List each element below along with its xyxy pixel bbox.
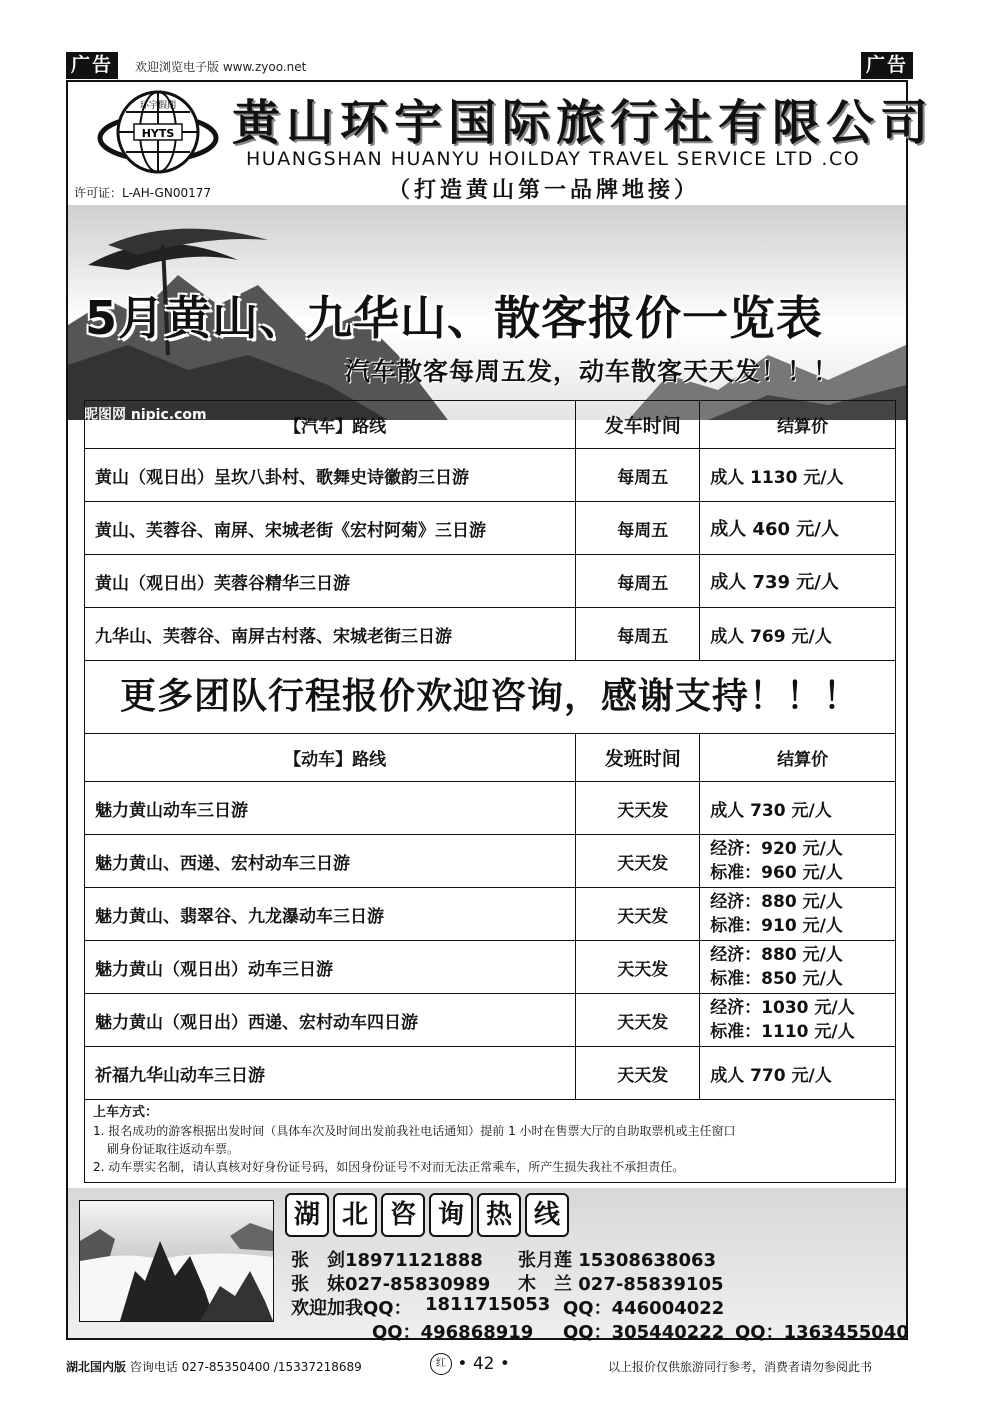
price-standard: 标准：910 元/人 [710, 916, 843, 936]
qq-number: QQ：1363455040 [735, 1322, 909, 1343]
price-economy: 经济：920 元/人 [710, 839, 843, 859]
route-name: 魅力黄山、西递、宏村动车三日游 [85, 835, 576, 888]
price: 成人 770 元/人 [700, 1047, 896, 1100]
hotline-char: 湖 [285, 1193, 329, 1237]
bus-header-time: 发车时间 [576, 401, 700, 449]
departure-time: 天天发 [576, 888, 700, 941]
price-standard: 标准：960 元/人 [710, 863, 843, 883]
train-header-time: 发班时间 [576, 734, 700, 782]
train-table-header [85, 734, 896, 782]
sea-of-clouds-image [80, 1201, 273, 1321]
price-economy: 经济：1030 元/人 [710, 998, 855, 1018]
route-name: 黄山（观日出）呈坎八卦村、歌舞史诗徽韵三日游 [85, 449, 576, 502]
route-name: 九华山、芙蓉谷、南屏古村落、宋城老街三日游 [85, 608, 576, 661]
price-cell [700, 835, 896, 888]
price: 成人 460 元/人 [700, 502, 896, 555]
contact-2-left: 张 妹027-85830989 [291, 1274, 491, 1295]
watermark-text: 昵图网 nipic.com [84, 407, 207, 423]
price-cell [700, 888, 896, 941]
contact-2-right: 木 兰 027-85839105 [518, 1274, 724, 1295]
footer-left [66, 1358, 362, 1375]
company-name-en: HUANGSHAN HUANYU HOILDAY TRAVEL SERVICE LTD .CO [246, 148, 861, 170]
contact-1-left: 张 剑18971121888 [291, 1250, 483, 1271]
price-economy: 经济：880 元/人 [710, 892, 843, 912]
bus-header-price: 结算价 [700, 401, 896, 449]
company-name-cn: 黄山环宇国际旅行社有限公司 [232, 95, 935, 151]
departure-time: 天天发 [576, 1047, 700, 1100]
mountain-photo [79, 1200, 274, 1322]
qq-number: QQ：496868919 [372, 1322, 534, 1343]
departure-time: 天天发 [576, 941, 700, 994]
headline-title: 5月黄山、九华山、散客报价一览表 [85, 291, 824, 345]
bus-table-header [85, 401, 896, 449]
ad-label-left: 广告 [66, 52, 118, 79]
company-logo [96, 86, 220, 184]
train-header-price: 结算价 [700, 734, 896, 782]
price-economy: 经济：880 元/人 [710, 945, 843, 965]
table-row [85, 888, 896, 941]
ad-label-right: 广告 [861, 52, 913, 79]
hotline-char: 热 [477, 1193, 521, 1237]
edition-label: 湖北国内版 [66, 1360, 127, 1374]
price-standard: 标准：850 元/人 [710, 969, 843, 989]
hotline-char: 咨 [381, 1193, 425, 1237]
promo-banner: 更多团队行程报价欢迎咨询，感谢支持！！！ [84, 660, 896, 733]
route-name: 魅力黄山（观日出）动车三日游 [85, 941, 576, 994]
price: 成人 1130 元/人 [700, 449, 896, 502]
note-line-2: 2. 动车票实名制，请认真核对好身份证号码，如因身份证号不对而无法正常乘车，所产生损失我社不承担责任。 [93, 1160, 685, 1174]
footer-phone: 咨询电话 027-85350400 /15337218689 [129, 1360, 362, 1374]
train-header-route: 【动车】路线 [85, 734, 576, 782]
departure-time: 天天发 [576, 782, 700, 835]
price: 成人 769 元/人 [700, 608, 896, 661]
hotline-char: 北 [333, 1193, 377, 1237]
license-number: 许可证：L-AH-GN00177 [74, 186, 211, 200]
hotline-title [285, 1193, 569, 1237]
departure-time: 天天发 [576, 994, 700, 1047]
price: 成人 739 元/人 [700, 555, 896, 608]
table-row [85, 502, 896, 555]
red-seal-icon: 红 [430, 1353, 452, 1375]
route-name: 魅力黄山、翡翠谷、九龙瀑动车三日游 [85, 888, 576, 941]
price-cell [700, 994, 896, 1047]
headline-subtitle: 汽车散客每周五发，动车散客天天发！！！ [345, 357, 840, 386]
train-route-table [84, 733, 896, 1100]
page-number [430, 1353, 510, 1375]
qq-label: 欢迎加我QQ： [291, 1298, 412, 1319]
departure-time: 天天发 [576, 835, 700, 888]
table-row [85, 782, 896, 835]
route-name: 黄山（观日出）芙蓉谷精华三日游 [85, 555, 576, 608]
contact-1-right: 张月莲 15308638063 [518, 1250, 717, 1271]
bus-header-route: 【汽车】路线 [85, 401, 576, 449]
note-line-1b: 刷身份证取往返动车票。 [107, 1142, 240, 1156]
table-row [85, 941, 896, 994]
boarding-notes [84, 1099, 896, 1183]
route-name: 黄山、芙蓉谷、南屏、宋城老街《宏村阿菊》三日游 [85, 502, 576, 555]
route-name: 魅力黄山动车三日游 [85, 782, 576, 835]
qq-number: 1811715053 [425, 1294, 551, 1315]
departure-time: 每周五 [576, 555, 700, 608]
table-row [85, 1047, 896, 1100]
company-slogan: （打造黄山第一品牌地接） [388, 178, 701, 203]
route-name: 祈福九华山动车三日游 [85, 1047, 576, 1100]
footer-disclaimer: 以上报价仅供旅游同行参考，消费者请勿参阅此书 [608, 1360, 873, 1374]
table-row [85, 555, 896, 608]
table-row [85, 835, 896, 888]
table-row [85, 994, 896, 1047]
qq-number: QQ：305440222 [563, 1322, 725, 1343]
qq-number: QQ：446004022 [563, 1298, 725, 1319]
hotline-char: 线 [525, 1193, 569, 1237]
price-standard: 标准：1110 元/人 [710, 1022, 855, 1042]
note-line-1: 1. 报名成功的游客根据出发时间（具体车次及时间出发前我社电话通知）提前 1 小时在售票大厅的自助取票机或主任窗口 [93, 1124, 736, 1138]
logo-text: 环宇假期 [139, 101, 177, 111]
departure-time: 每周五 [576, 608, 700, 661]
price: 成人 730 元/人 [700, 782, 896, 835]
departure-time: 每周五 [576, 449, 700, 502]
page-number-text: • 42 • [457, 1354, 510, 1374]
bus-route-table [84, 400, 896, 661]
table-row [85, 608, 896, 661]
table-row [85, 449, 896, 502]
price-cell [700, 941, 896, 994]
hotline-char: 询 [429, 1193, 473, 1237]
site-url-text[interactable]: 欢迎浏览电子版 www.zyoo.net [135, 60, 307, 74]
notes-title: 上车方式： [93, 1105, 159, 1120]
route-name: 魅力黄山（观日出）西递、宏村动车四日游 [85, 994, 576, 1047]
logo-abbr: HYTS [141, 127, 175, 140]
departure-time: 每周五 [576, 502, 700, 555]
